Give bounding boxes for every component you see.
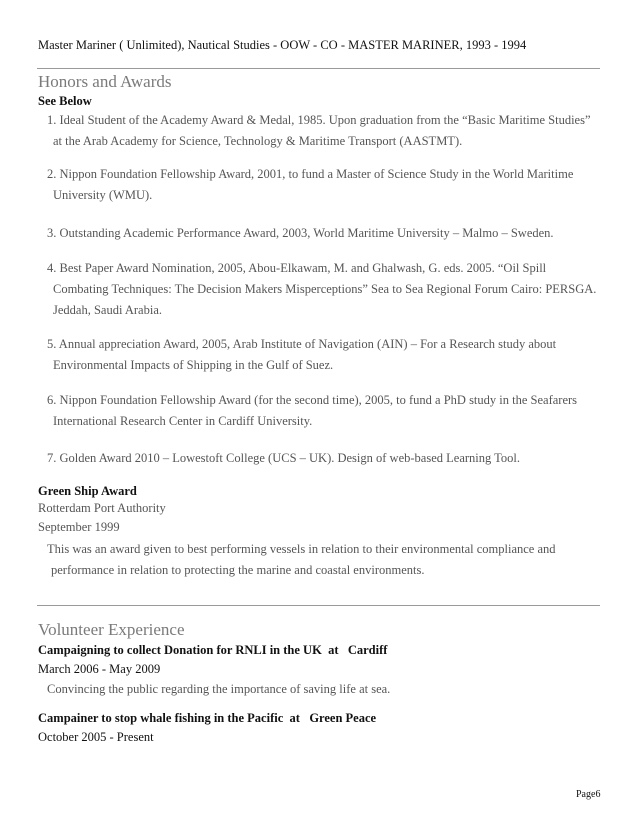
green-ship-award-title: Green Ship Award (38, 484, 137, 498)
honors-section-title: Honors and Awards (38, 72, 172, 91)
divider (37, 605, 600, 606)
honor-item: 1. Ideal Student of the Academy Award & Medal, 1985. Upon graduation from the “Basic Maritime Studies” at the Arab Academy for Science, Technology & Maritime Transport (AASTMT). (47, 113, 591, 148)
green-ship-award-description: This was an award given to best performing vessels in relation to their environmental compliance and performance in relation to protecting the marine and coastal environments. (47, 542, 556, 577)
page-number: Page6 (576, 789, 601, 800)
divider (37, 68, 600, 69)
volunteer-dates: October 2005 - Present (38, 730, 154, 744)
honor-item: 4. Best Paper Award Nomination, 2005, Abou-Elkawam, M. and Ghalwash, G. eds. 2005. “Oil Spill Combating Techniques: The Decision Makers Misperceptions” Sea to Sea Regional Forum Cairo: PERSGA. Jeddah, Saudi Arabia. (47, 261, 597, 317)
honor-item: 2. Nippon Foundation Fellowship Award, 2001, to fund a Master of Science Study in the World Maritime University (WMU). (47, 167, 574, 202)
volunteer-role: Campaigning to collect Donation for RNLI in the UK at Cardiff (38, 643, 388, 657)
volunteer-role: Campainer to stop whale fishing in the Pacific at Green Peace (38, 711, 377, 725)
green-ship-award-issuer: Rotterdam Port Authority (38, 501, 166, 515)
volunteer-dates: March 2006 - May 2009 (38, 662, 161, 676)
volunteer-description: Convincing the public regarding the importance of saving life at sea. (47, 682, 391, 696)
education-line: Master Mariner ( Unlimited), Nautical Studies - OOW - CO - MASTER MARINER, 1993 - 1994 (38, 38, 527, 52)
volunteer-section-title: Volunteer Experience (38, 620, 185, 639)
honors-subtitle: See Below (38, 94, 92, 108)
honor-item: 7. Golden Award 2010 – Lowestoft College (UCS – UK). Design of web-based Learning Tool. (47, 451, 521, 465)
green-ship-award-date: September 1999 (38, 520, 120, 534)
honor-item: 6. Nippon Foundation Fellowship Award (for the second time), 2005, to fund a PhD study in the Seafarers International Research Center in Cardiff University. (47, 393, 578, 428)
honor-item: 3. Outstanding Academic Performance Award, 2003, World Maritime University – Malmo – Sweden. (47, 226, 554, 240)
honor-item: 5. Annual appreciation Award, 2005, Arab Institute of Navigation (AIN) – For a Research study about Environmental Impacts of Shipping in the Gulf of Suez. (47, 337, 557, 372)
